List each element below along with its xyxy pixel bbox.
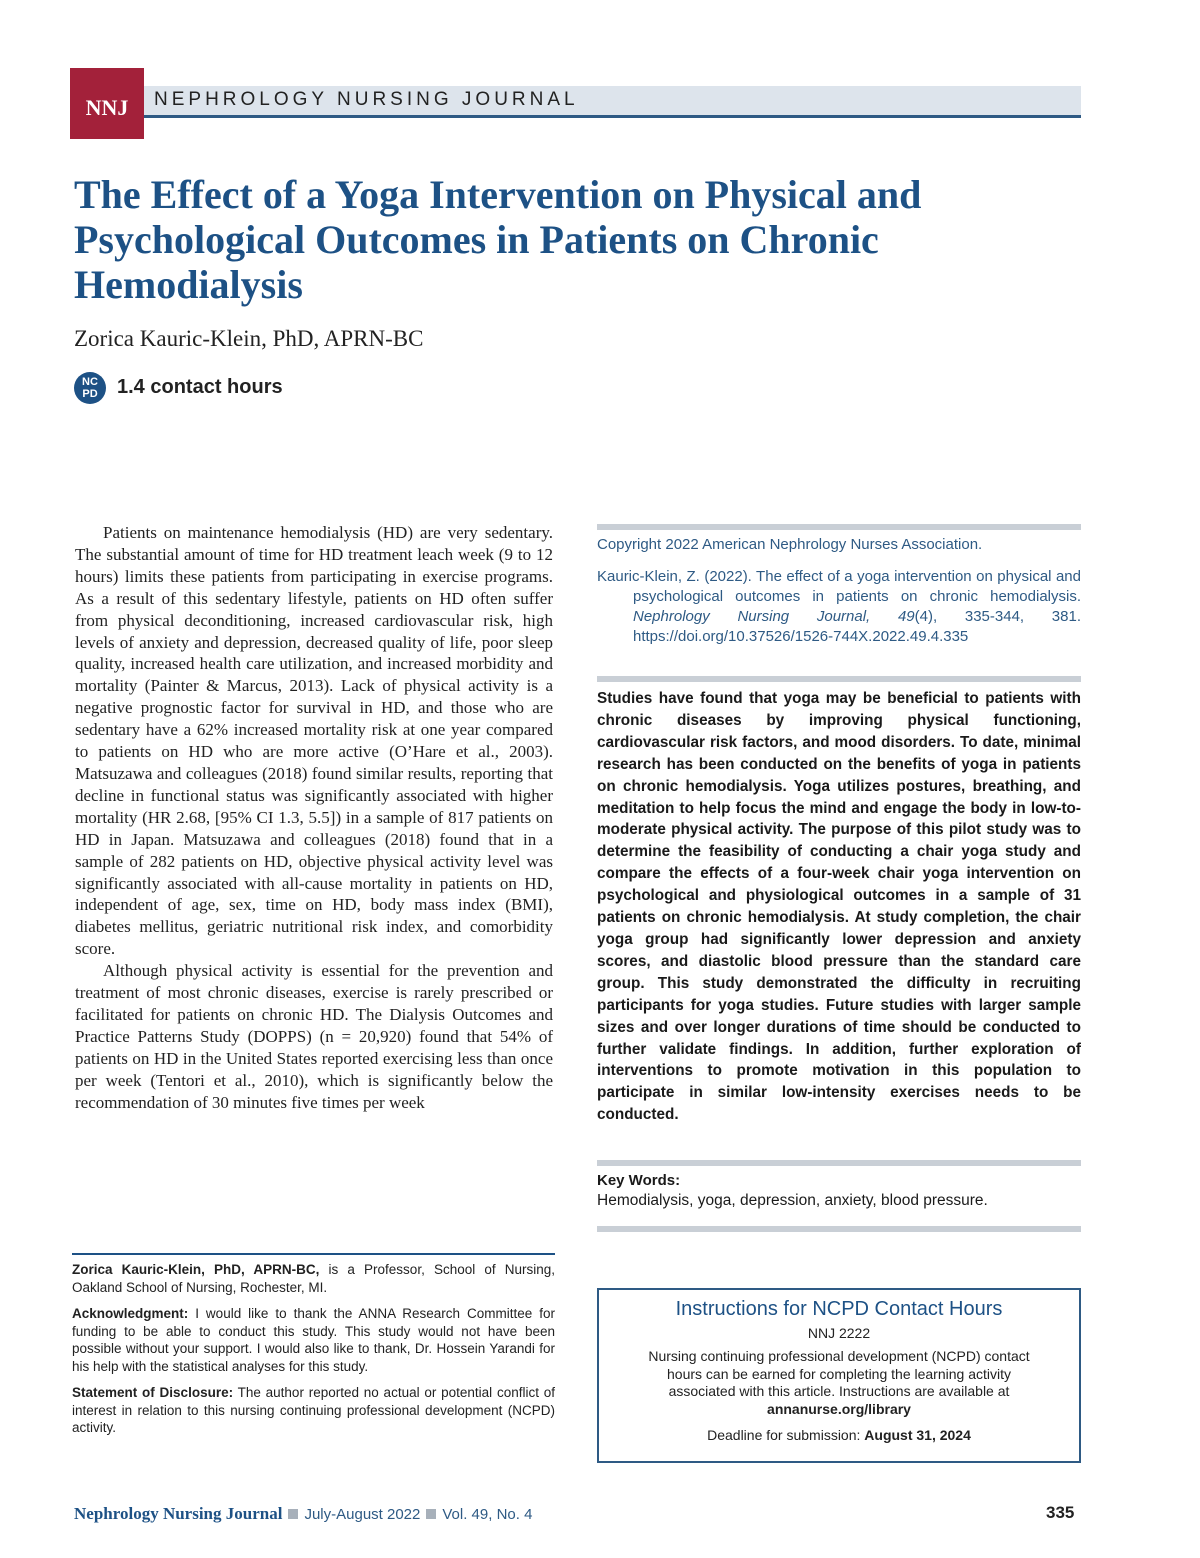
ncpd-box-deadline [599, 1427, 1079, 1443]
ncpd-box-description [635, 1348, 1043, 1418]
ncpd-badge-bottom: PD [82, 388, 98, 400]
ncpd-box-title: Instructions for NCPD Contact Hours [675, 1298, 1003, 1320]
ncpd-box-link[interactable]: annanurse.org/library [767, 1400, 911, 1417]
copyright-notice: Copyright 2022 American Nephrology Nurses Association. [597, 536, 983, 553]
footer-separator-icon [426, 1509, 436, 1519]
article-author: Zorica Kauric-Klein, PhD, APRN-BC [74, 326, 424, 351]
disclosure-text: The author reported no actual or potential conflict of interest in relation to this nursing continuing professional development (NCPD) activity. [72, 1385, 555, 1435]
acknowledgment [72, 1305, 555, 1375]
ncpd-box-code: NNJ 2222 [807, 1325, 871, 1341]
disclosure [72, 1384, 555, 1437]
author-affiliation-text: is a Professor, School of Nursing, Oakland School of Nursing, Rochester, MI. [72, 1262, 555, 1295]
journal-name: NEPHROLOGY NURSING JOURNAL [154, 89, 579, 110]
body-paragraph-2: Although physical activity is essential for the prevention and treatment of most chronic diseases, exercise is rarely prescribed or facilitated for patients on chronic HD. The Dialysis Outcomes and Practice Patterns Study (DOPPS) (n = 20,920) found that 54% of patients on HD in the United States reported exercising less than once per week (Tentori et al., 2010), which is significantly below the recommendation of 30 minutes five times per week [75, 961, 553, 1112]
footnotes [72, 1261, 555, 1446]
acknowledgment-label: Acknowledgment: [72, 1306, 189, 1321]
footer-journal-name: Nephrology Nursing Journal [74, 1504, 283, 1523]
ncpd-deadline-label: Deadline for submission: [707, 1427, 865, 1443]
footnote-divider [72, 1253, 555, 1255]
acknowledgment-text: I would like to thank the ANNA Research Committee for funding to be able to conduct this study. This study would not have been possible without your support. I would also like to thank, Dr. Hossein Yarandi for his help with the statistical analyses for this study. [72, 1306, 555, 1374]
footer-volume: Vol. 49, No. 4 [442, 1505, 533, 1523]
keywords-bottom-rule [597, 1226, 1081, 1232]
page-footer [74, 1504, 532, 1524]
ncpd-box-description-text: Nursing continuing professional development (NCPD) contact hours can be earned for completing the learning activity associated with this article. Instructions are available at [648, 1348, 1030, 1399]
citation-suffix: (4), 335-344, 381. https://doi.org/10.37526/1526-744X.2022.49.4.335 [633, 608, 1082, 645]
ncpd-badge-top: NC [82, 376, 98, 388]
citation-journal: Nephrology Nursing Journal, 49 [633, 608, 915, 625]
journal-header-band [144, 86, 1081, 118]
article-title: The Effect of a Yoga Intervention on Physical and Psychological Outcomes in Patients on Chronic Hemodialysis [74, 172, 922, 307]
body-paragraph-1: Patients on maintenance hemodialysis (HD) are very sedentary. The substantial amount of time for HD treatment leach week (9 to 12 hours) limits these patients from participating in exercise programs. As a result of this sedentary lifestyle, patients on HD often suffer from physical deconditioning, increased cardiovascular risk, high levels of anxiety and depression, decreased quality of life, poor sleep quality, increased health care utilization, and increased morbidity and mortality (Painter & Marcus, 2013). Lack of physical activity is a negative prognostic factor for survival in HD, and those who are sedentary have a 62% increased mortality risk at one year compared to patients on HD who are more active (O’Hare et al., 2003). Matsuzawa and colleagues (2018) found similar results, reporting that decline in functional status was significantly associated with higher mortality (HR 2.68, [95% CI 1.3, 5.5]) in a sample of 817 patients on HD in Japan. Matsuzawa and colleagues (2018) found that in a sample of 282 patients on HD, objective physical activity level was significantly associated with all-cause mortality in patients on HD, independent of age, sex, time on HD, body mass index (BMI), diabetes mellitus, geriatric nutritional risk index, and comorbidity score. [75, 523, 553, 959]
citation-text [597, 567, 1081, 647]
body-text-column [75, 522, 553, 1113]
abstract-top-rule [597, 676, 1081, 682]
ncpd-badge-icon [74, 372, 106, 404]
keywords-list: Hemodialysis, yoga, depression, anxiety, blood pressure. [597, 1192, 988, 1209]
page-number: 335 [1046, 1503, 1075, 1522]
citation-prefix: Kauric-Klein, Z. (2022). The effect of a yoga intervention on physical and psychological outcomes in patients on chronic hemodialysis. [597, 568, 1081, 605]
author-affiliation-label: Zorica Kauric-Klein, PhD, APRN-BC, [72, 1262, 320, 1277]
citation [597, 567, 1081, 647]
footer-issue-date: July-August 2022 [304, 1505, 421, 1523]
sidebar-top-rule [597, 524, 1081, 530]
keywords-top-rule [597, 1160, 1081, 1166]
keywords-title: Key Words: [597, 1172, 681, 1189]
author-affiliation [72, 1261, 555, 1296]
disclosure-label: Statement of Disclosure: [72, 1385, 234, 1400]
journal-logo: NNJ [70, 68, 144, 139]
abstract: Studies have found that yoga may be beneficial to patients with chronic diseases by improving physical functioning, cardiovascular risk factors, and mood disorders. To date, minimal research has been conducted on the benefits of yoga in patients on chronic hemodialysis. Yoga utilizes postures, breathing, and meditation to help focus the mind and engage the body in low-to-moderate physical activity. The purpose of this pilot study was to determine the feasibility of conducting a chair yoga study and compare the effects of a four-week chair yoga intervention on psychological and physiological outcomes in a sample of 31 patients on chronic hemodialysis. At study completion, the chair yoga group had significantly lower depression and anxiety scores, and diastolic blood pressure than the standard care group. This study demonstrated the difficulty in recruiting participants for yoga studies. Future studies with larger sample sizes and over longer durations of time should be conducted to further validate findings. In addition, further exploration of interventions to promote motivation in this population to participate in similar low-intensity exercises needs to be conducted. [597, 690, 1081, 1124]
ncpd-deadline-date: August 31, 2024 [864, 1427, 971, 1443]
ncpd-instructions-box [597, 1288, 1081, 1463]
footer-separator-icon [288, 1509, 298, 1519]
contact-hours: 1.4 contact hours [117, 376, 283, 398]
